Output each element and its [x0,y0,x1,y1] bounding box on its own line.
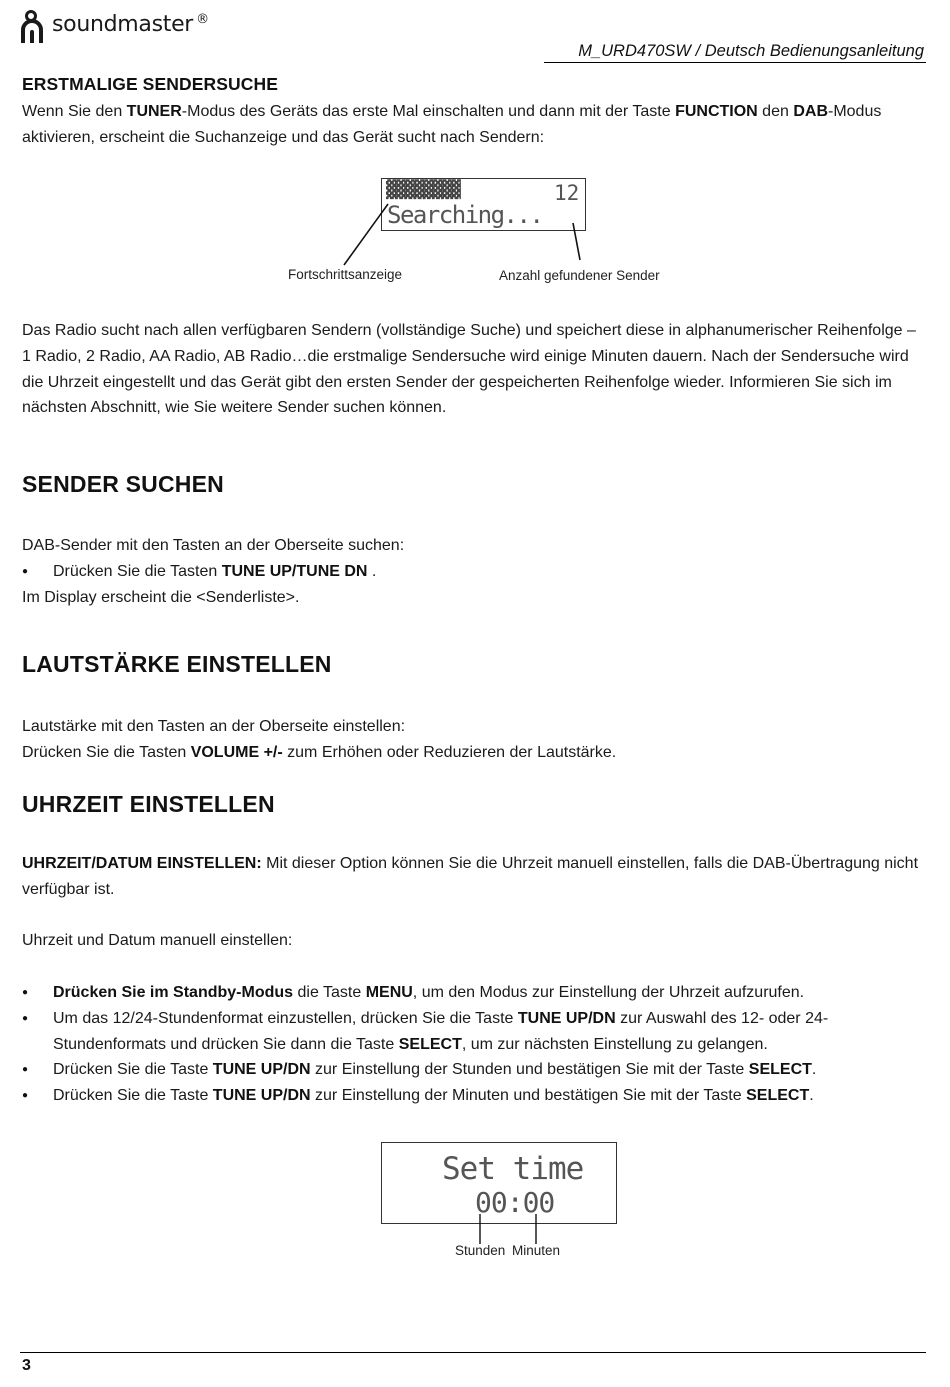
heading-lautstaerke: LAUTSTÄRKE EINSTELLEN [22,651,332,677]
lcd-searching-text: Searching... [387,201,543,229]
caption-progress: Fortschrittsanzeige [288,267,403,282]
heading-uhrzeit: UHRZEIT EINSTELLEN [22,791,275,817]
heading-erstmalige-sendersuche: ERSTMALIGE SENDERSUCHE [22,74,278,94]
brand-logo [20,10,209,44]
section4-bullets [22,980,902,1109]
caption-station-count: Anzahl gefundener Sender [499,268,660,283]
emphasis-text: SELECT [746,1087,810,1105]
lcd-station-count: 12 [554,181,580,205]
soundmaster-logo-icon [20,10,48,44]
section3-line2: Drücken Sie die Tasten VOLUME +/- zum Erhöhen oder Reduzieren der Lautstärke. [22,744,617,761]
page-number: 3 [22,1357,31,1374]
lcd-callout-lines [330,195,590,267]
lcd-set-time-text: Set time [442,1151,584,1187]
registered-mark: ® [196,12,209,27]
section4-para1: UHRZEIT/DATUM EINSTELLEN: Mit dieser Option können Sie die Uhrzeit manuell einstellen, falls die DAB-Übertragung nicht verfügbar ist. [22,855,919,898]
emphasis-text: SELECT [748,1061,812,1079]
emphasis-text: SELECT [398,1035,462,1053]
section1-paragraph: Das Radio sucht nach allen verfügbaren Sendern (vollständige Suche) und speichert diese in alphanumerischer Reihenfolge – 1 Radio, 2 Radio, AA Radio, AB Radio…die erstmalige Sendersuche wird einige Minuten dauern. Nach der Sendersuche wird die Uhrzeit eingestellt und das Gerät gibt den ersten Sender der gespeicherten Reihenfolge wieder. Informieren Sie sich im nächsten Abschnitt, wie Sie weitere Sender suchen können. [22,322,916,417]
heading-sender-suchen: SENDER SUCHEN [22,471,224,497]
list-item: ● Drücken Sie die Taste TUNE UP/DN zur Einstellung der Minuten und bestätigen Sie mit der Taste SELECT. [22,1083,902,1109]
list-item: ● Drücken Sie im Standby-Modus die Taste MENU, um den Modus zur Einstellung der Uhrzeit aufzurufen. [22,980,902,1006]
section2-bullets [22,559,922,585]
caption-hours: Stunden [455,1243,506,1258]
emphasis-text: TUNE UP/DN [212,1061,311,1079]
list-item: ● Drücken Sie die Tasten TUNE UP/TUNE DN . [22,559,922,585]
section2-line1: DAB-Sender mit den Tasten an der Oberseite suchen: [22,537,405,554]
document-title: M_URD470SW / Deutsch Bedienungsanleitung [578,42,924,60]
list-item: ● Drücken Sie die Taste TUNE UP/DN zur Einstellung der Stunden und bestätigen Sie mit der Taste SELECT. [22,1057,902,1083]
emphasis-text: Drücken Sie im Standby-Modus [53,984,294,1001]
emphasis-text: TUNE UP/DN [212,1087,311,1105]
caption-minutes: Minuten [512,1243,561,1258]
emphasis-text: UHRZEIT/DATUM EINSTELLEN: [22,855,262,872]
brand-name: soundmaster [52,12,194,37]
emphasis-text: TUNER [126,103,182,120]
emphasis-text: TUNE UP/TUNE DN [221,563,368,580]
time-callout-lines [470,1210,550,1246]
lcd-progress-bar: ▓▓▓▓▓▓▓▓ [386,180,460,200]
lcd-time-value: 00:00 [475,1186,555,1219]
section4-para2: Uhrzeit und Datum manuell einstellen: [22,932,293,949]
section2-line2: Im Display erscheint die <Senderliste>. [22,589,300,606]
header-rule [544,62,926,63]
emphasis-text: TUNE UP/DN [517,1009,616,1027]
emphasis-text: FUNCTION [675,103,758,120]
footer-rule [20,1352,926,1353]
list-item: ● Um das 12/24-Stundenformat einzustellen, drücken Sie die Taste TUNE UP/DN zur Auswahl des 12- oder 24-Stundenformats und drücken Sie dann die Taste SELECT, um zur nächsten Einstellung zu gelangen. [22,1006,902,1058]
section1-intro: Wenn Sie den TUNER-Modus des Geräts das erste Mal einschalten und dann mit der Taste FUNCTION den DAB-Modus aktivieren, erscheint die Suchanzeige und das Gerät sucht nach Sendern: [22,103,882,146]
emphasis-text: VOLUME +/- [190,744,283,761]
section3-line1: Lautstärke mit den Tasten an der Oberseite einstellen: [22,718,406,735]
emphasis-text: DAB [793,103,828,120]
emphasis-text: MENU [365,984,413,1001]
